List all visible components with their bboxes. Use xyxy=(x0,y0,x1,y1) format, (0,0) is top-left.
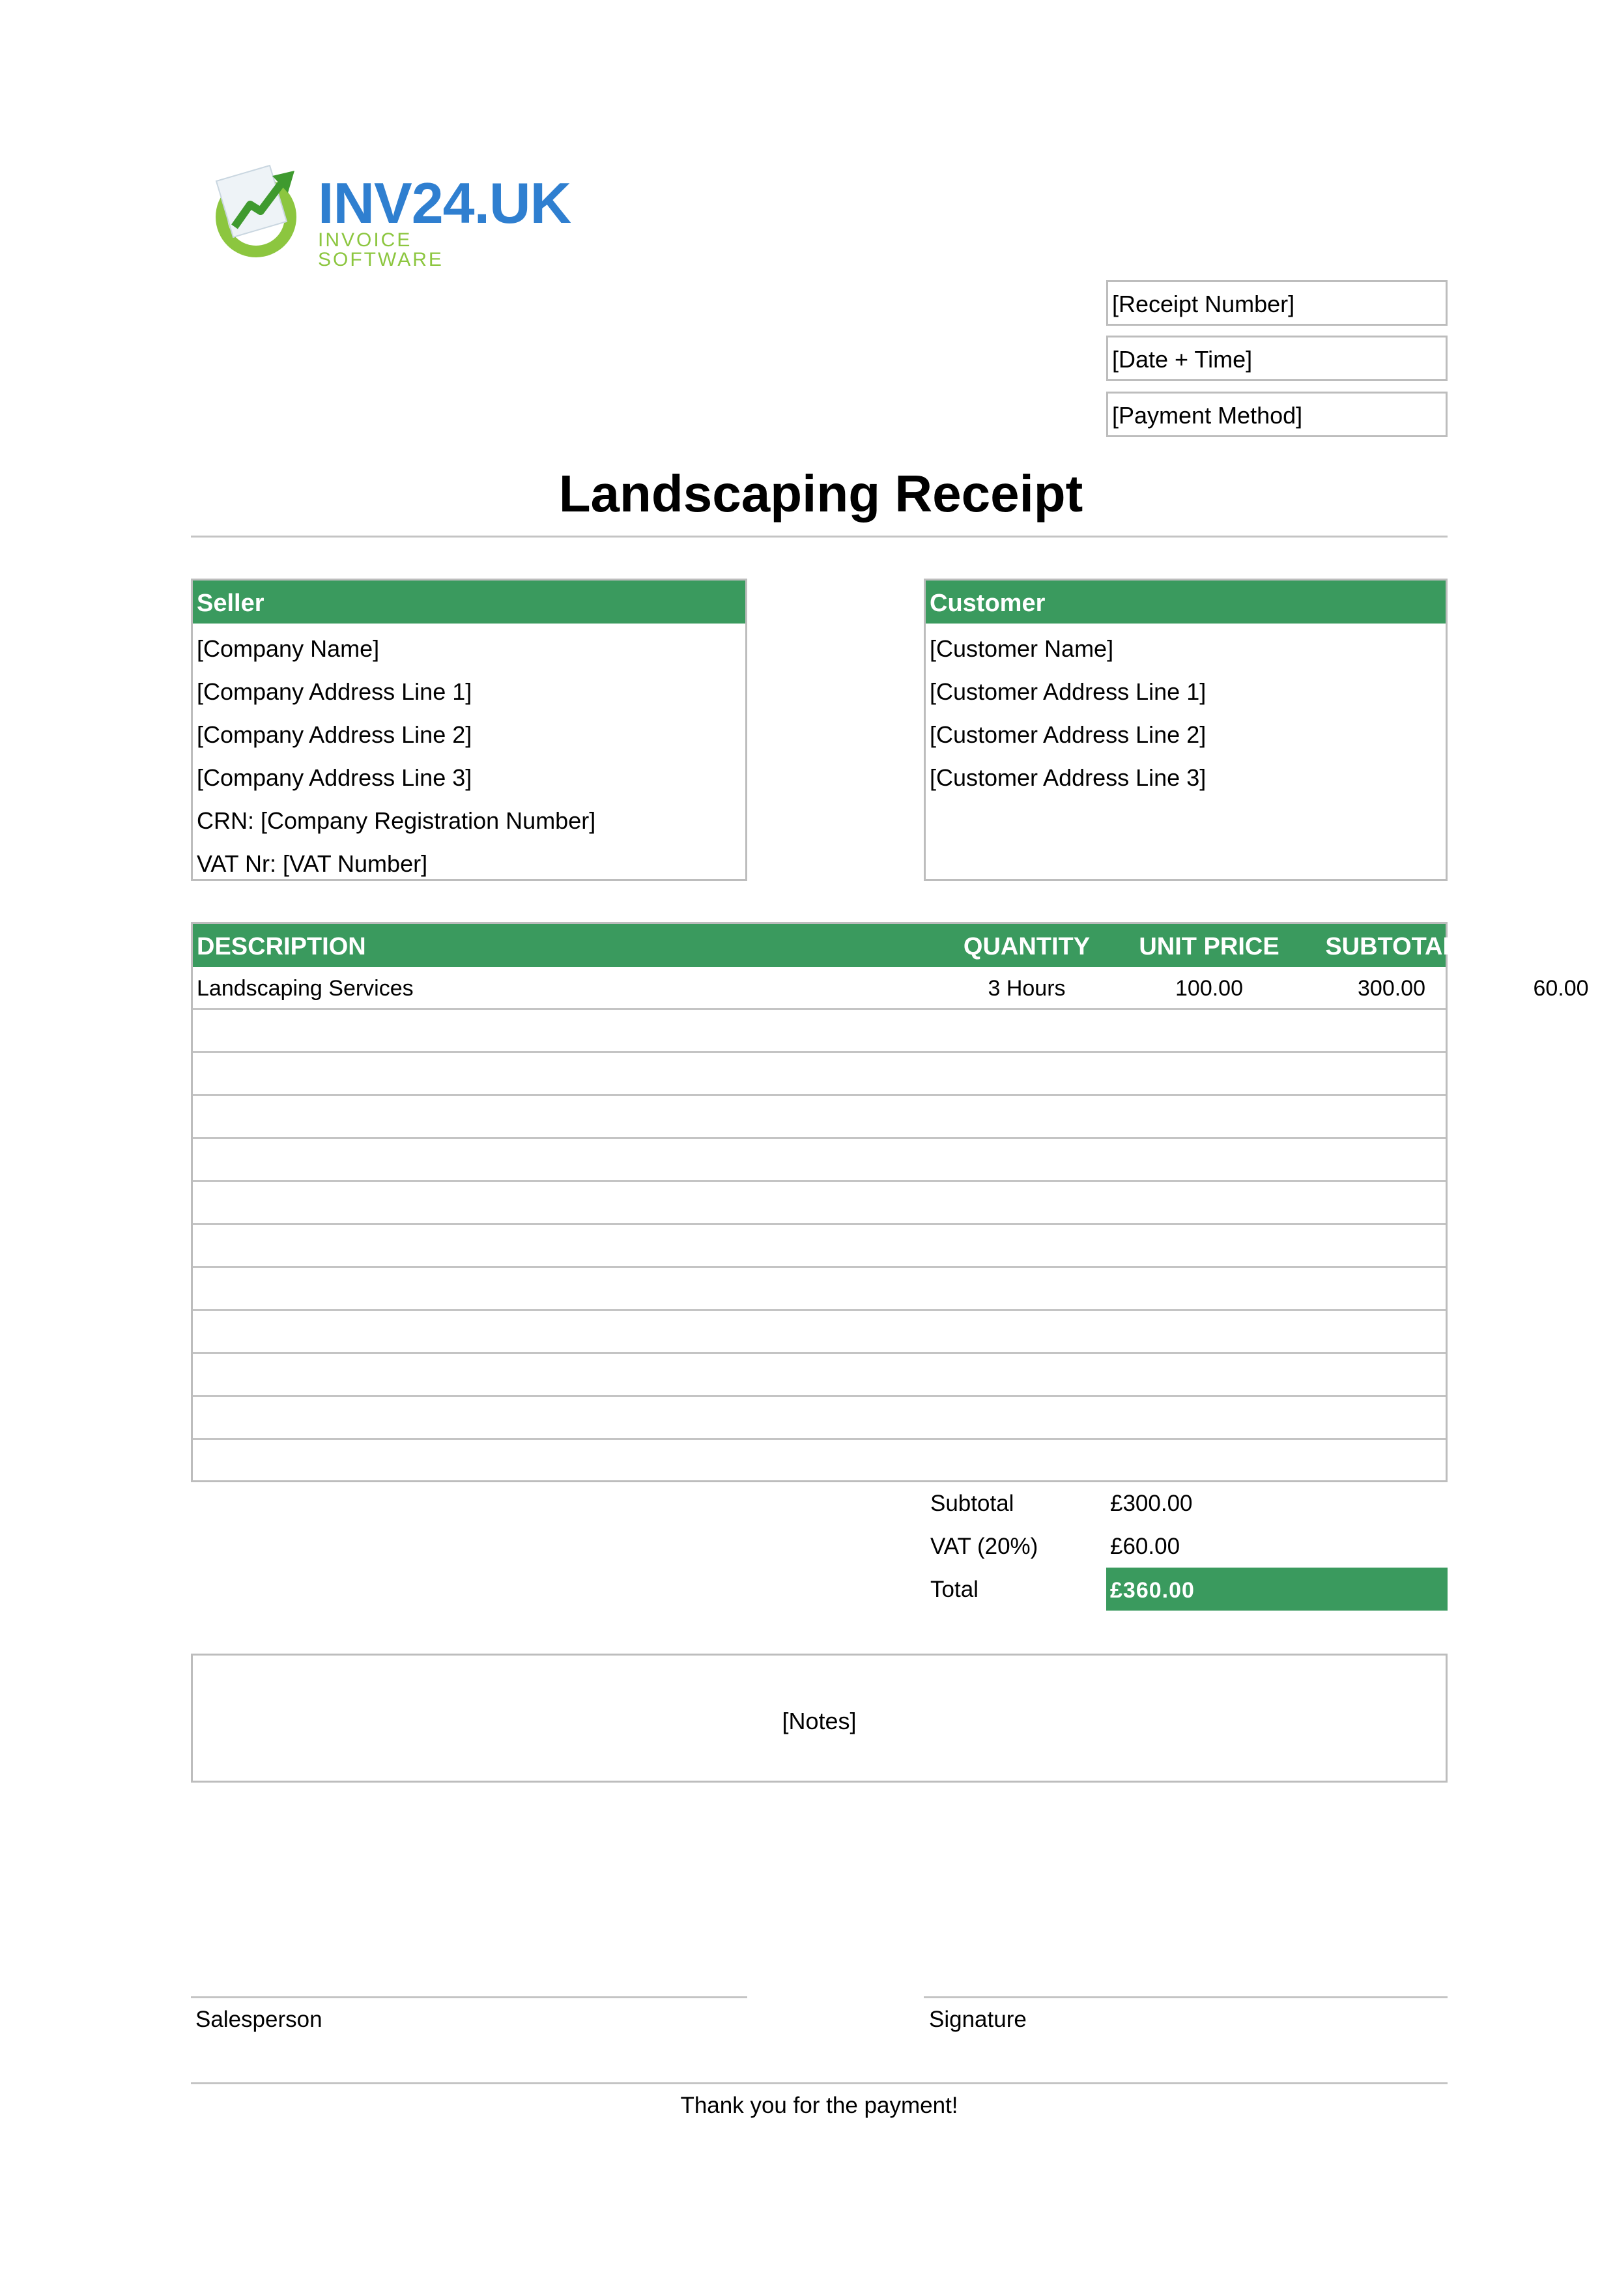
col-vat: VAT xyxy=(1537,933,1584,960)
col-quantity: QUANTITY xyxy=(963,933,1091,960)
customer-box xyxy=(924,579,1448,881)
notes-box[interactable] xyxy=(191,1654,1448,1783)
customer-name[interactable]: [Customer Name] xyxy=(930,635,1114,662)
receipt-number-field[interactable] xyxy=(1106,280,1448,326)
items-table xyxy=(191,922,1589,1482)
subtotal-label: Subtotal xyxy=(930,1491,1014,1516)
seller-address-line-2[interactable]: [Company Address Line 2] xyxy=(197,721,472,748)
notes-text: [Notes] xyxy=(782,1708,857,1734)
seller-company-name[interactable]: [Company Name] xyxy=(197,635,380,662)
customer-address-line-1[interactable]: [Customer Address Line 1] xyxy=(930,678,1207,705)
seller-address-line-3[interactable]: [Company Address Line 3] xyxy=(197,764,472,791)
seller-heading: Seller xyxy=(197,590,264,617)
salesperson-label: Salesperson xyxy=(195,2007,322,2032)
salesperson-signature-line[interactable] xyxy=(191,1996,747,1998)
customer-signature-line[interactable] xyxy=(924,1996,1448,1998)
seller-address-line-1[interactable]: [Company Address Line 1] xyxy=(197,678,472,705)
seller-crn[interactable]: CRN: [Company Registration Number] xyxy=(197,807,596,834)
receipt-number-text: [Receipt Number] xyxy=(1112,291,1295,317)
table-row-empty[interactable] xyxy=(193,1440,1446,1483)
total-value: £360.00 xyxy=(1110,1578,1195,1603)
payment-method-text: [Payment Method] xyxy=(1112,402,1303,429)
customer-address-line-2[interactable]: [Customer Address Line 2] xyxy=(930,721,1207,748)
cell-description: Landscaping Services xyxy=(197,976,414,1001)
table-row-empty[interactable] xyxy=(193,1354,1446,1397)
payment-method-field[interactable] xyxy=(1106,392,1448,437)
table-row-empty[interactable] xyxy=(193,1311,1446,1354)
table-row-empty[interactable] xyxy=(193,1268,1446,1311)
col-subtotal: SUBTOTAL xyxy=(1325,933,1458,960)
signature-label: Signature xyxy=(929,2007,1027,2032)
customer-heading: Customer xyxy=(930,590,1046,617)
vat-label: VAT (20%) xyxy=(930,1534,1038,1559)
table-row-empty[interactable] xyxy=(193,1053,1446,1096)
title-divider xyxy=(191,536,1448,538)
page-title: Landscaping Receipt xyxy=(558,465,1083,523)
table-row[interactable] xyxy=(193,967,1589,1010)
company-logo xyxy=(207,162,571,270)
total-value-box xyxy=(1106,1568,1448,1611)
cell-subtotal: 300.00 xyxy=(1358,976,1425,1001)
footer-divider xyxy=(191,2082,1448,2084)
logo-tagline: INVOICE SOFTWARE xyxy=(318,229,444,270)
footer-message: Thank you for the payment! xyxy=(680,2093,958,2118)
vat-value: £60.00 xyxy=(1110,1534,1180,1559)
table-header xyxy=(193,924,1584,967)
seller-header xyxy=(193,581,745,624)
total-label: Total xyxy=(930,1577,979,1602)
cell-vat: 60.00 xyxy=(1533,976,1589,1001)
table-row-empty[interactable] xyxy=(193,1139,1446,1182)
table-row-empty[interactable] xyxy=(193,1010,1446,1053)
cell-quantity: 3 Hours xyxy=(988,976,1066,1001)
col-unit-price: UNIT PRICE xyxy=(1139,933,1279,960)
col-description: DESCRIPTION xyxy=(197,933,366,960)
logo-wordmark: INV24.UK xyxy=(318,171,571,235)
customer-address-line-3[interactable]: [Customer Address Line 3] xyxy=(930,764,1207,791)
table-row-empty[interactable] xyxy=(193,1182,1446,1225)
subtotal-value: £300.00 xyxy=(1110,1491,1193,1516)
seller-vat-number[interactable]: VAT Nr: [VAT Number] xyxy=(197,850,428,877)
date-time-field[interactable] xyxy=(1106,336,1448,381)
table-row-empty[interactable] xyxy=(193,1225,1446,1268)
cell-unit-price: 100.00 xyxy=(1175,976,1243,1001)
table-row-empty[interactable] xyxy=(193,1096,1446,1139)
seller-box xyxy=(191,579,747,881)
date-time-text: [Date + Time] xyxy=(1112,346,1253,373)
paper-arrow-logo-icon xyxy=(207,162,311,259)
table-row-empty[interactable] xyxy=(193,1397,1446,1440)
customer-header xyxy=(926,581,1446,624)
